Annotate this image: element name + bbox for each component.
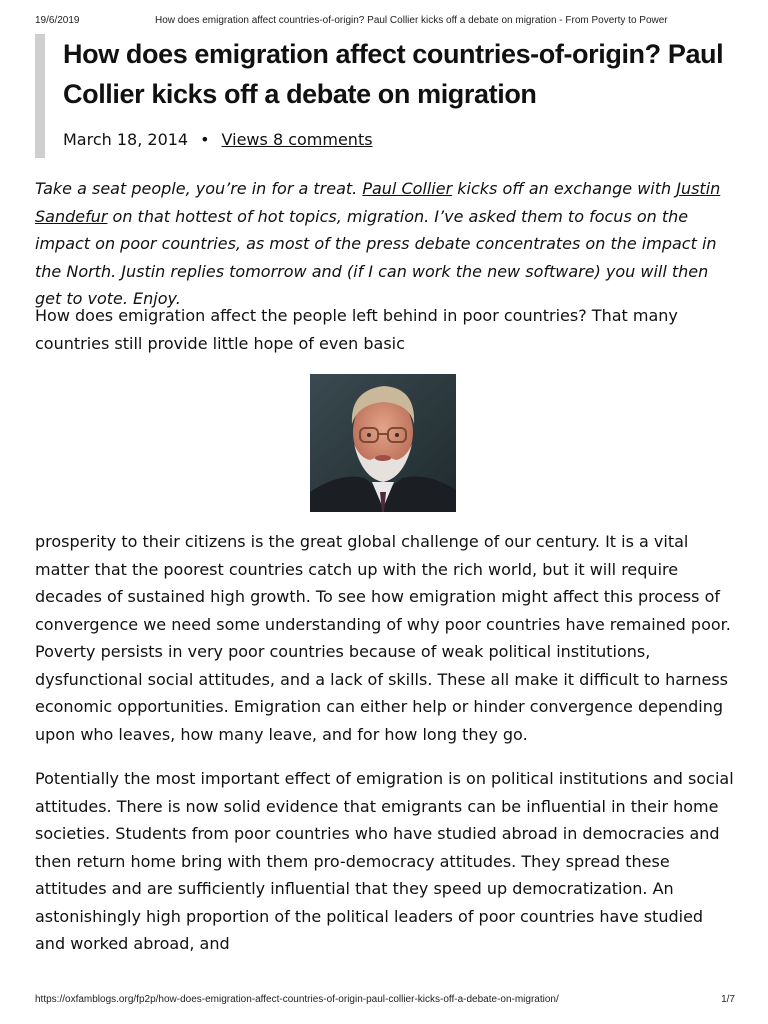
body-paragraph-3: Potentially the most important effect of emigration is on political institutions and social attitudes. There is now solid evidence that emigrants can be influential in their home societies. Students from poor countries who have studied abroad in democracies and then return home bring with them pro-democracy attitudes. They spread these attitudes and are sufficiently influential that they speed up democratization. An astonishingly high proportion of the political leaders of poor countries have studied and worked abroad, and <box>35 769 734 953</box>
print-header <box>35 15 732 26</box>
intro-text-3: on that hottest of hot topics, migration. I’ve asked them to focus on the impact on poor countries, as most of the press debate concentrates on the impact in the North. Justin replies tomorrow and (if I can work the new software) you will then get to vote. Enjoy. <box>35 206 717 308</box>
print-url: https://oxfamblogs.org/fp2p/how-does-emigration-affect-countries-of-origin-paul-collier-kicks-off-a-debate-on-migration/ <box>35 994 559 1005</box>
print-page-title: How does emigration affect countries-of-origin? Paul Collier kicks off a debate on migration - From Poverty to Power <box>155 15 668 26</box>
page-number: 1/7 <box>721 994 735 1005</box>
meta-separator: • <box>200 130 210 149</box>
print-date: 19/6/2019 <box>35 15 80 26</box>
intro-text-2: kicks off an exchange with <box>452 179 677 198</box>
article-header <box>35 34 745 158</box>
article-meta <box>63 130 373 149</box>
views-comments-link[interactable]: Views 8 comments <box>221 130 373 149</box>
article-date: March 18, 2014 <box>63 130 189 149</box>
intro-text-1: Take a seat people, you’re in for a treat. <box>35 179 363 198</box>
print-footer <box>35 994 735 1005</box>
article-title: How does emigration affect countries-of-origin? Paul Collier kicks off a debate on migration <box>63 39 724 109</box>
body-paragraph-1: How does emigration affect the people left behind in poor countries? That many countries still provide little hope of even basic <box>35 306 678 353</box>
justin-sandefur-link[interactable]: Justin Sandefur <box>35 179 721 226</box>
paul-collier-link[interactable]: Paul Collier <box>362 179 453 198</box>
author-portrait <box>310 374 456 512</box>
intro-paragraph <box>35 175 735 313</box>
body-paragraph-2: prosperity to their citizens is the great global challenge of our century. It is a vital matter that the poorest countries catch up with the rich world, but it will require decades of sustained high growth. To see how emigration might affect this process of convergence we need some understanding of why poor countries have remained poor. Poverty persists in very poor countries because of weak political institutions, dysfunctional social attitudes, and a lack of skills. These all make it difficult to harness economic opportunities. Emigration can either help or hinder convergence depending upon who leaves, how many leave, and for how long they go. <box>35 532 731 744</box>
